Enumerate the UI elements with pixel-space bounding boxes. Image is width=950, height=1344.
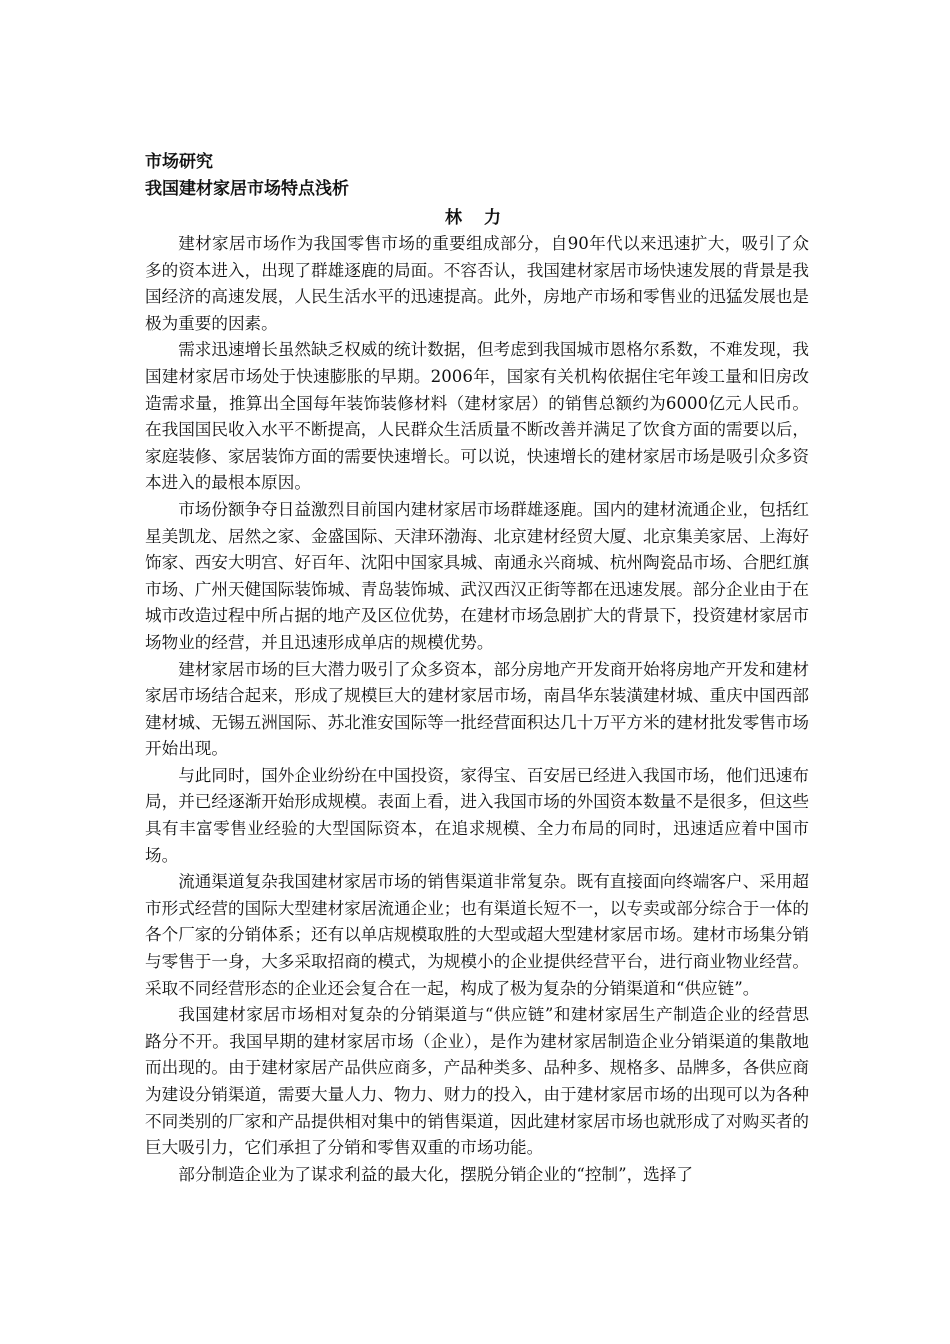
paragraph: 需求迅速增长虽然缺乏权威的统计数据，但考虑到我国城市恩格尔系数，不难发现，我国建材家居市场处于快速膨胀的早期。2006年，国家有关机构依据住宅年竣工量和旧房改造需求量，推算出全国每年装饰装修材料（建材家居）的销售总额约为6000亿元人民币。在我国国民收入水平不断提高，人民群众生活质量不断改善并满足了饮食方面的需要以后，家庭装修、家居装饰方面的需要快速增长。可以说，快速增长的建材家居市场是吸引众多资本进入的最根本原因。: [145, 340, 809, 493]
paragraph: 我国建材家居市场相对复杂的分销渠道与“供应链”和建材家居生产制造企业的经营思路分不开。我国早期的建材家居市场（企业），是作为建材家居制造企业分销渠道的集散地而出现的。由于建材家居产品供应商多，产品种类多、品种多、规格多、品牌多，各供应商为建设分销渠道，需要大量人力、物力、财力的投入，由于建材家居市场的出现可以为各种不同类别的厂家和产品提供相对集中的销售渠道，因此建材家居市场也就形成了对购买者的巨大吸引力，它们承担了分销和零售双重的市场功能。: [145, 1005, 809, 1158]
document-page: [145, 149, 809, 1188]
paragraph: 流通渠道复杂我国建材家居市场的销售渠道非常复杂。既有直接面向终端客户、采用超市形式经营的国际大型建材家居流通企业；也有渠道长短不一，以专卖或部分综合于一体的各个厂家的分销体系；还有以单店规模取胜的大型或超大型建材家居市场。建材市场集分销与零售于一身，大多采取招商的模式，为规模小的企业提供经营平台，进行商业物业经营。采取不同经营形态的企业还会复合在一起，构成了极为复杂的分销渠道和“供应链”。: [145, 872, 809, 998]
paragraph: 建材家居市场作为我国零售市场的重要组成部分，自90年代以来迅速扩大，吸引了众多的资本进入，出现了群雄逐鹿的局面。不容否认，我国建材家居市场快速发展的背景是我国经济的高速发展，人民生活水平的迅速提高。此外，房地产市场和零售业的迅猛发展也是极为重要的因素。: [145, 234, 809, 333]
article-title: 我国建材家居市场特点浅析: [145, 179, 349, 199]
paragraph: 与此同时，国外企业纷纷在中国投资，家得宝、百安居已经进入我国市场，他们迅速布局，并已经逐渐开始形成规模。表面上看，进入我国市场的外国资本数量不是很多，但这些具有丰富零售业经验的大型国际资本，在追求规模、全力布局的同时，迅速适应着中国市场。: [145, 765, 809, 865]
author-name: 林 力: [445, 208, 509, 228]
paragraph: 市场份额争夺日益激烈目前国内建材家居市场群雄逐鹿。国内的建材流通企业，包括红星美凯龙、居然之家、金盛国际、天津环渤海、北京建材经贸大厦、北京集美家居、上海好饰家、西安大明宫、好百年、沈阳中国家具城、南通永兴商城、杭州陶瓷品市场、合肥红旗市场、广州天健国际装饰城、青岛装饰城、武汉西汉正街等都在迅速发展。部分企业由于在城市改造过程中所占据的地产及区位优势，在建材市场急剧扩大的背景下，投资建材家居市场物业的经营，并且迅速形成单店的规模优势。: [145, 499, 809, 652]
section-label: 市场研究: [145, 152, 213, 172]
paragraph: 建材家居市场的巨大潜力吸引了众多资本，部分房地产开发商开始将房地产开发和建材家居市场结合起来，形成了规模巨大的建材家居市场，南昌华东装潢建材城、重庆中国西部建材城、无锡五洲国际、苏北淮安国际等一批经营面积达几十万平方米的建材批发零售市场开始出现。: [145, 659, 809, 759]
article-body: [145, 231, 809, 1188]
paragraph: 部分制造企业为了谋求利益的最大化，摆脱分销企业的“控制”，选择了: [178, 1164, 693, 1184]
